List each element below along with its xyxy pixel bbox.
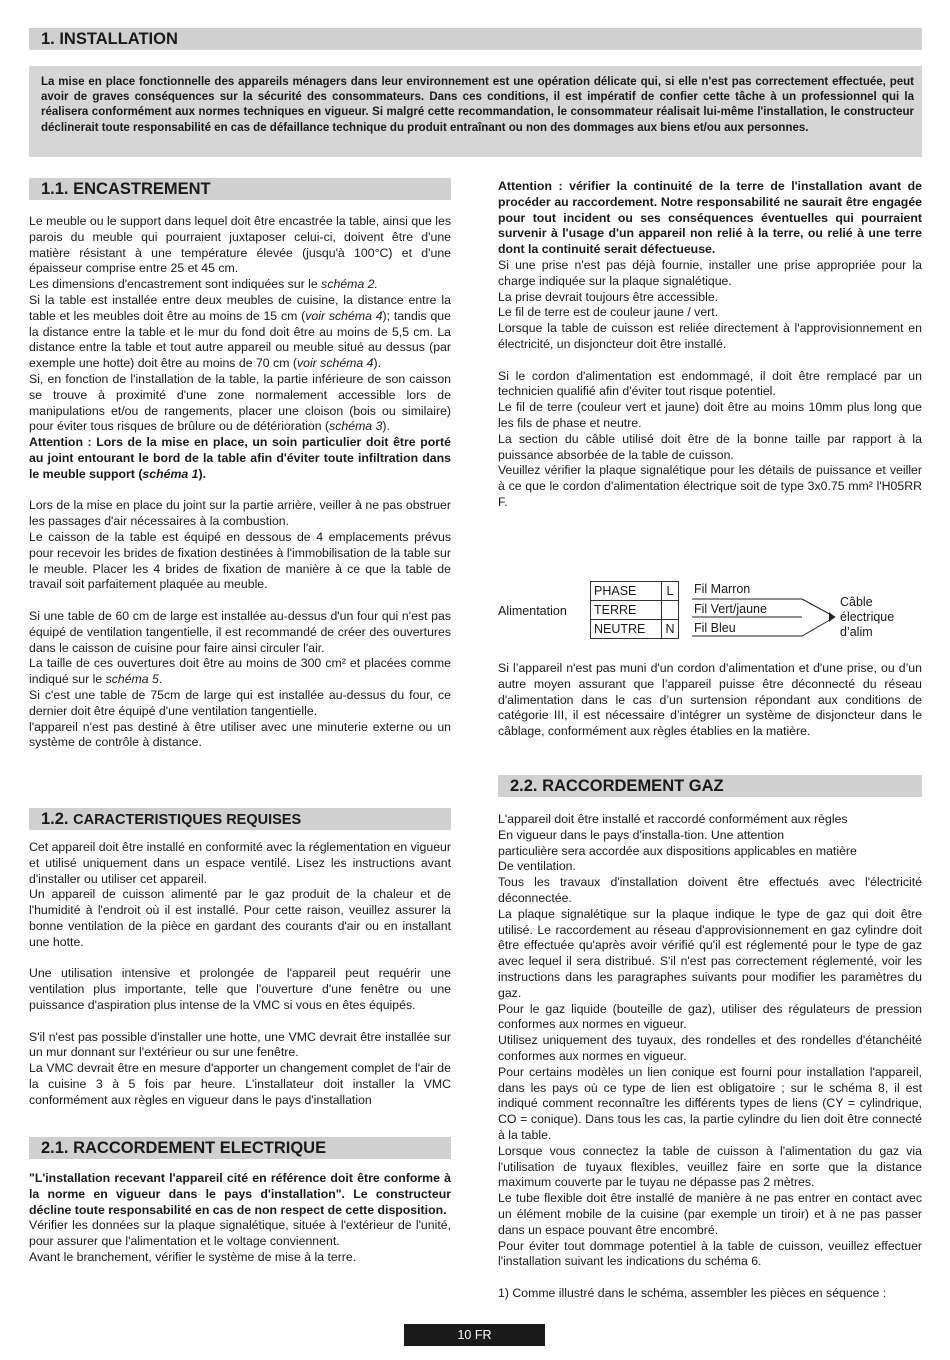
paragraph: L'appareil doit être installé et raccordé conformément aux règles <box>498 812 848 826</box>
wire-row <box>591 601 679 620</box>
wire-row <box>591 620 679 639</box>
main-section-header: 1. INSTALLATION <box>29 28 922 50</box>
raccordement-electrique-text <box>29 1171 451 1266</box>
alimentation-wiring-diagram <box>498 581 922 643</box>
paragraph: Veuillez vérifier la plaque signalétique pour les détails de puissance et veiller à ce que le cordon d'alimentation électrique soit de type 3x0.75 mm² l'H05RR F. <box>498 463 922 509</box>
paragraph: Le fil de terre est de couleur jaune / vert. <box>498 305 719 320</box>
paragraph: Si l’appareil n'est pas muni d'un cordon d'alimentation et d'une prise, ou d’un autre moyen assurant que l’appareil puisse être déconnecté du réseau d'alimentation dans le cas d’un surtension répondant aux conditions de catégorie III, il est nécessaire d’intégrer un système de disjoncteur dans le câblage, conformément aux règles établies en la matière. <box>498 661 922 739</box>
section-header-encastrement: 1.1. ENCASTREMENT <box>29 178 451 200</box>
caracteristiques-text <box>29 840 451 1109</box>
section-header-raccordement-electrique: 2.1. RACCORDEMENT ELECTRIQUE <box>29 1137 451 1159</box>
paragraph: Pour le gaz liquide (bouteille de gaz), utiliser des régulateurs de pression conformes aux normes en vigueur. <box>498 1001 922 1032</box>
paragraph: Les dimensions d'encastrement sont indiquées sur le schéma 2. <box>29 277 378 292</box>
paragraph: Vérifier les données sur la plaque signalétique, située à l'extérieur de l'unité, pour assurer que l'alimentation et le voltage conviennent. <box>29 1218 451 1249</box>
paragraph: Si c'est une table de 75cm de large qui est installée au-dessus du four, ce dernier doit être équipé d'une ventilation tangentielle. <box>29 687 451 718</box>
raccordement-gaz-text <box>498 812 922 1302</box>
paragraph: Lorsque vous connectez la table de cuisson à l'alimentation du gaz via l'utilisation de tuyaux flexibles, veuillez faire en sorte que la distance maximum couverte par le tuyau ne dépasse pas 2 mètres. <box>498 1143 922 1190</box>
paragraph: La VMC devrait être en mesure d'apporter un changement complet de l'air de la cuisine 3 à 5 fois par heure. L'installateur doit installer la VMC conformément aux règles en vigueur dans le pays d'installation <box>29 1061 451 1107</box>
wire-color-label: Fil Marron <box>694 582 751 596</box>
paragraph: Si une prise n'est pas déjà fournie, installer une prise appropriée pour la charge indiquée sur la plaque signalétique. <box>498 257 922 288</box>
wire-color-label: Fil Vert/jaune <box>694 602 767 616</box>
paragraph: Le tube flexible doit être installé de manière à ne pas entrer en contact avec un élément mobile de la cuisine (par exemple un tiroir) et à ne pas passer dans un espace pouvant être encombré. <box>498 1191 922 1237</box>
section-header-caracteristiques: 1.2. CARACTERISTIQUES REQUISES <box>29 808 451 830</box>
disjoncteur-text <box>498 661 922 740</box>
paragraph: Si, en fonction de l'installation de la table, la partie inférieure de son caisson se trouve à proximité d'une zone normalement accessible lors de manipulations et/ou de rangements, placer une cloison (bois ou similaire) pour éviter tous risques de brûlure ou de détérioration (schéma 3). <box>29 371 451 434</box>
paragraph: De ventilation. <box>498 859 576 874</box>
page-number: 10 FR <box>404 1324 545 1346</box>
warning-paragraph: "L'installation recevant l'appareil cité en référence doit être conforme à la norme en vigueur dans le pays d'installation". Le constructeur décline toute responsabilité en cas de non respect de cette disposition. <box>29 1171 451 1217</box>
paragraph: l'appareil n'est pas destiné à être utiliser avec une minuterie externe ou un système de contrôle à distance. <box>29 719 451 750</box>
paragraph: Une utilisation intensive et prolongée de l'appareil peut requérir une ventilation plus importante, telle que l'ouverture d'une fenêtre ou une puissance d'aspiration plus intense de la VMC si vous en êtes équipés. <box>29 966 451 1012</box>
paragraph: En vigueur dans le pays d'installa-tion. Une attention <box>498 827 785 842</box>
paragraph: Si la table est installée entre deux meubles de cuisine, la distance entre la table et les meubles doit être au moins de 15 cm (voir schéma 4); tandis que la distance entre la table et le mur du fond doit être au moins de 5,5 cm. La distance entre la table et tout autre appareil ou meuble situé au dessus (par exemple une hotte) doit être au moins de 70 cm (voir schéma 4). <box>29 292 451 371</box>
paragraph: Le meuble ou le support dans lequel doit être encastrée la table, ainsi que les parois du meuble qui pourraient juxtaposer celui-ci, doivent être d'une matière résistant à une température élevée (jusqu'à 100°C) et d'une épaisseur comprise entre 25 et 45 cm. <box>29 214 451 276</box>
paragraph: Pour éviter tout dommage potentiel à la table de cuisson, veuillez effectuer l'installation suivant les indications du schéma 6. <box>498 1238 922 1269</box>
section-header-raccordement-gaz: 2.2. RACCORDEMENT GAZ <box>498 775 922 797</box>
alimentation-label: Alimentation <box>498 604 567 618</box>
wire-row <box>591 582 679 601</box>
paragraph: Lorsque la table de cuisson est reliée directement à l'approvisionnement en électricité, un disjoncteur doit être installé. <box>498 321 922 351</box>
intro-warning-box: La mise en place fonctionnelle des appareils ménagers dans leur environnement est une opération délicate qui, si elle n'est pas correctement effectuée, peut avoir de graves conséquences sur la sécurité des consommateurs. Dans ces conditions, il est impératif de confier cette tâche à un professionnel qui la réalisera conformément aux normes techniques en vigueur. Si malgré cette recommandation, le consommateur réalisait lui-même l'installation, le constructeur déclinerait toute responsabilité en cas de défaillance technique du produit entraînant ou non des dommages aux biens et/ou aux personnes. <box>29 66 922 157</box>
paragraph: Avant le branchement, vérifier le système de mise à la terre. <box>29 1249 357 1264</box>
paragraph: S'il n'est pas possible d'installer une hotte, une VMC devrait être installée sur un mur donnant sur l'extérieur ou sur une fenêtre. <box>29 1029 451 1060</box>
paragraph: particulière sera accordée aux dispositions applicables en matière <box>498 843 857 858</box>
cable-label: Câble électrique d’alim <box>840 595 895 639</box>
paragraph: Si une table de 60 cm de large est installée au-dessus d'un four qui n'est pas équipé de ventilation tangentielle, il est recommandé de créer des ouvertures dans le caisson de cuisine pour faire ainsi circuler l'air. <box>29 608 451 655</box>
attention-paragraph: Attention : vérifier la continuité de la terre de l'installation avant de procéder au raccordement. Notre responsabilité ne saurait être engagée pour tout incident ou ses conséquences éventuelles qui pourraient survenir à l'usage d'un appareil non relié à la terre, ou relié à une terre dont la continuité serait défectueuse. <box>498 179 922 257</box>
wire-code: L <box>662 582 679 601</box>
paragraph: La prise devrait toujours être accessible. <box>498 289 719 304</box>
paragraph: Lors de la mise en place du joint sur la partie arrière, veiller à ne pas obstruer les passages d'air nécessaires à la combustion. <box>29 498 451 529</box>
electrical-text <box>498 179 922 511</box>
wire-code <box>662 601 679 620</box>
paragraph: 1) Comme illustré dans le schéma, assembler les pièces en séquence : <box>498 1285 887 1300</box>
wire-table <box>590 581 679 639</box>
wire-color-label: Fil Bleu <box>694 621 736 635</box>
attention-paragraph: Attention : Lors de la mise en place, un soin particulier doit être porté au joint entourant le bord de la table afin d'éviter toute infiltration dans le meuble support (schéma 1). <box>29 435 451 481</box>
wire-code: N <box>662 620 679 639</box>
paragraph: Le caisson de la table est équipé en dessous de 4 emplacements prévus pour recevoir les brides de fixation destinées à l'immobilisation de la table sur le meuble. Placer les 4 brides de fixation de manière à ce que la table de travail soit parfaitement plaquée au meuble. <box>29 529 451 592</box>
paragraph: Tous les travaux d'installation doivent être effectués avec l'électricité déconnectée. <box>498 875 922 905</box>
paragraph: Si le cordon d'alimentation est endommagé, il doit être remplacé par un technicien qualifié afin d'éviter tout risque potentiel. <box>498 368 922 399</box>
paragraph: Cet appareil doit être installé en conformité avec la réglementation en vigueur et utilisé uniquement dans un espace ventilé. Lisez les instructions avant d'installer ou utiliser cet appareil. <box>29 840 451 886</box>
wire-arrows <box>690 581 840 643</box>
paragraph: La plaque signalétique sur la plaque indique le type de gaz qui doit être utilisé. Le raccordement au réseau d'approvisionnement en gaz cylindre doit être effectuée qu'après avoir vérifié qu'il est réglementé pour le type de gaz avec lequel il sera distribué. S'il n'est pas correctement réglementé, voir les instructions dans les paragraphes suivants pour modifier les paramètres du gaz. <box>498 906 922 1000</box>
paragraph: Utilisez uniquement des tuyaux, des rondelles et des rondelles d'étanchéité conformes aux normes en vigueur. <box>498 1033 922 1063</box>
paragraph: La taille de ces ouvertures doit être au moins de 300 cm² et placées comme indiqué sur le schéma 5. <box>29 656 451 687</box>
wire-name: NEUTRE <box>591 620 662 639</box>
encastrement-text <box>29 214 451 751</box>
paragraph: La section du câble utilisé doit être de la bonne taille par rapport à la puissance absorbée de la table de cuisson. <box>498 431 922 462</box>
paragraph: Pour certains modèles un lien conique est fourni pour installation l'appareil, dans les pays où ce type de lien est obligatoire ; sur le schéma 8, il est indiqué comment reconnaître les différents types de liens (CY = cylindrique, CO = conique). Dans tous les cas, la partie cylindre du lien doit être connecté à la table. <box>498 1064 922 1142</box>
wire-name: PHASE <box>591 582 662 601</box>
paragraph: Un appareil de cuisson alimenté par le gaz produit de la chaleur et de l'humidité à l'endroit où il est installé. Pour cette raison, veuillez assurer la bonne ventilation de la pièce en gardant des courants d'air ou en installant une hotte. <box>29 887 451 949</box>
paragraph: Le fil de terre (couleur vert et jaune) doit être au moins 10mm plus long que les fils de phase et neutre. <box>498 400 922 430</box>
wire-name: TERRE <box>591 601 662 620</box>
